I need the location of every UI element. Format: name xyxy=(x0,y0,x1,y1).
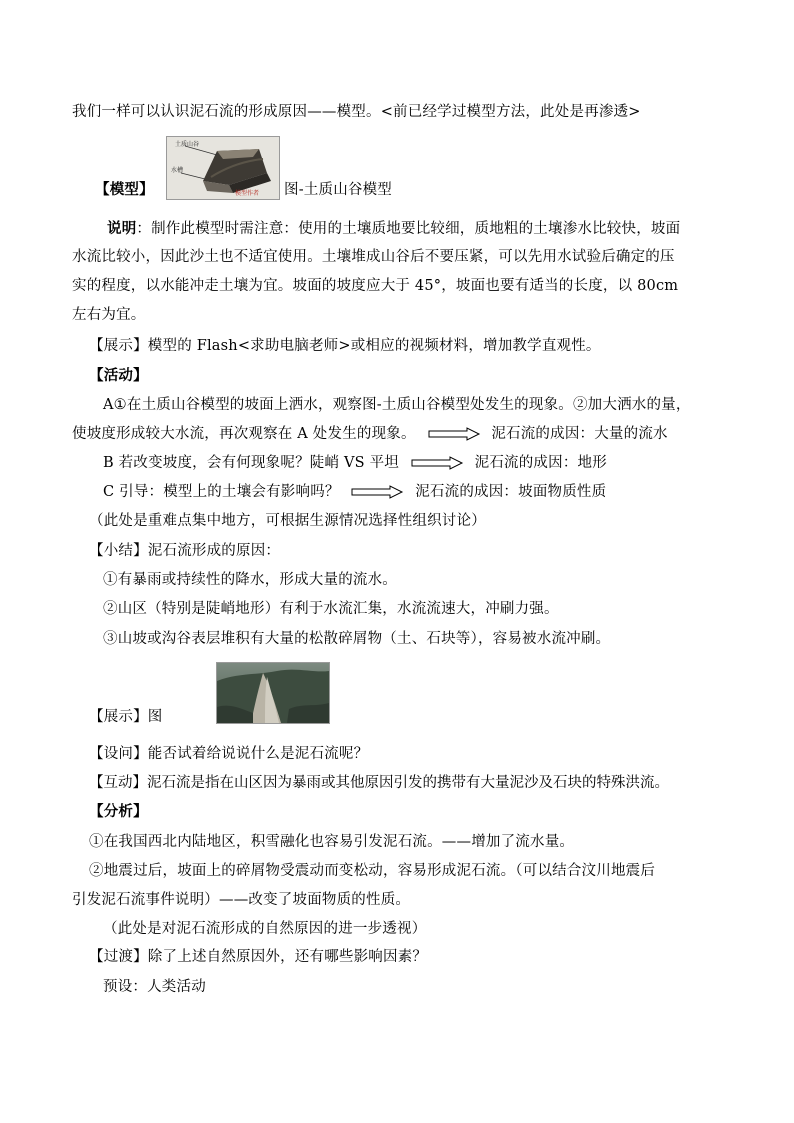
model-tag: 【模型】 xyxy=(95,181,154,198)
interaction-text: 【互动】泥石流是指在山区因为暴雨或其他原因引发的携带有大量泥沙及石块的特殊洪流。 xyxy=(89,775,669,791)
debris-flow-image xyxy=(217,663,329,723)
activity-note: （此处是重难点集中地方，可根据生源情况选择性组织讨论） xyxy=(89,513,486,529)
activity-c-line xyxy=(103,481,606,503)
analysis-tag: 【分析】 xyxy=(89,803,148,820)
activity-a-result: 泥石流的成因：大量的流水 xyxy=(491,426,668,442)
model-photo xyxy=(166,136,280,200)
activity-c-text: C 引导：模型上的土壤会有影响吗？ xyxy=(103,484,340,500)
right-arrow-icon xyxy=(410,456,464,470)
summary-item-1: ①有暴雨或持续性的降水，形成大量的流水。 xyxy=(103,572,397,588)
photo-label-tank: 水槽 xyxy=(171,167,184,174)
debris-flow-photo xyxy=(216,662,330,724)
summary-tag: 【小结】泥石流形成的原因： xyxy=(89,543,281,559)
activity-a-line-1: A①在土质山谷模型的坡面上洒水，观察图-土质山谷模型处发生的现象。②加大洒水的量， xyxy=(103,397,691,413)
activity-c-result: 泥石流的成因：坡面物质性质 xyxy=(415,484,607,500)
explain-line-2: 水流比较小，因此沙土也不适宜使用。土壤堆成山谷后不要压紧，可以先用水试验后确定的压 xyxy=(72,249,675,265)
question-text: 【设问】能否试着给说说什么是泥石流呢？ xyxy=(89,746,369,762)
explain-line-3: 实的程度，以水能冲走土壤为宜。坡面的坡度应大于 45°，坡面也要有适当的长度，以 80cm xyxy=(72,278,679,294)
activity-b-result: 泥石流的成因：地形 xyxy=(474,455,607,471)
photo-label-valley: 土质山谷 xyxy=(175,141,200,148)
transition-text: 【过渡】除了上述自然原因外，还有哪些影响因素？ xyxy=(89,949,428,965)
activity-a-line-2 xyxy=(72,423,668,445)
explain-line-4: 左右为宜。 xyxy=(72,307,146,323)
show-flash-text: 【展示】模型的 Flash<求助电脑老师>或相应的视频材料，增加教学直观性。 xyxy=(89,338,601,354)
analysis-point-2-line-2: 引发泥石流事件说明）——改变了坡面物质的性质。 xyxy=(72,892,411,908)
explain-label: 说明 xyxy=(107,220,137,237)
activity-b-line xyxy=(103,452,607,474)
activity-a-text: 使坡度形成较大水流，再次观察在 A 处发生的现象。 xyxy=(72,426,416,442)
explain-line-1 xyxy=(107,218,680,240)
intro-text: 我们一样可以认识泥石流的形成原因——模型。<前已经学过模型方法，此处是再渗透> xyxy=(72,104,641,120)
right-arrow-icon xyxy=(350,485,404,499)
analysis-point-1: ①在我国西北内陆地区，积雪融化也容易引发泥石流。——增加了流水量。 xyxy=(89,834,575,850)
show-image-label: 【展示】图 xyxy=(89,709,163,725)
summary-item-3: ③山坡或沟谷表层堆积有大量的松散碎屑物（土、石块等），容易被水流冲刷。 xyxy=(103,631,611,647)
soil-valley-model-image xyxy=(167,137,279,199)
explain-text-1: ：制作此模型时需注意：使用的土壤质地要比较细，质地粗的土壤渗水比较快，坡面 xyxy=(136,221,681,237)
photo-stamp: 模型作者 xyxy=(235,190,260,197)
activity-tag: 【活动】 xyxy=(89,367,148,384)
activity-b-text: B 若改变坡度，会有何现象呢？陡峭 VS 平坦 xyxy=(103,455,399,471)
analysis-note: （此处是对泥石流形成的自然原因的进一步透视） xyxy=(103,921,427,937)
summary-item-2: ②山区（特别是陡峭地形）有利于水流汇集，水流流速大，冲刷力强。 xyxy=(103,601,559,617)
preset-text: 预设：人类活动 xyxy=(103,979,206,995)
analysis-point-2-line-1: ②地震过后，坡面上的碎屑物受震动而变松动，容易形成泥石流。（可以结合汶川地震后 xyxy=(89,863,656,879)
model-caption: 图-土质山谷模型 xyxy=(284,182,392,198)
right-arrow-icon xyxy=(427,427,481,441)
